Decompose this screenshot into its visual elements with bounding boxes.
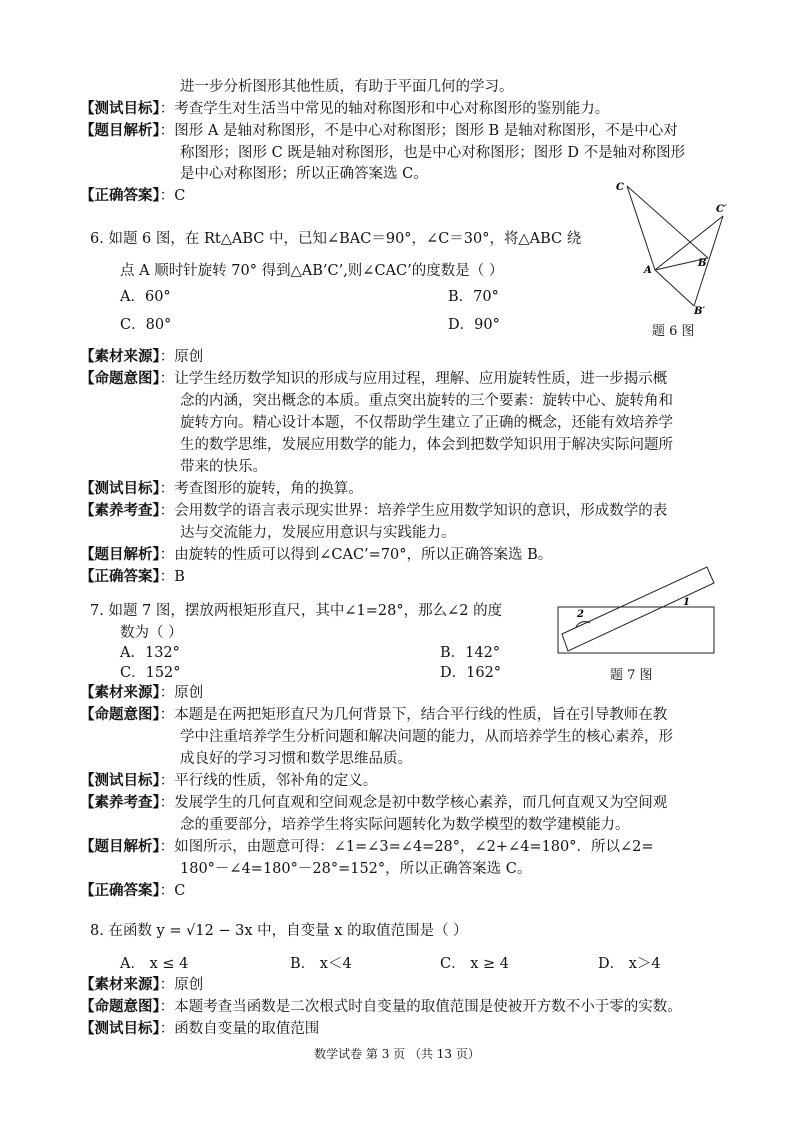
section-label: 【正确答案】 [80, 188, 160, 204]
literacy-line [80, 502, 667, 520]
source-line [80, 684, 203, 702]
section-text: ：会用数学的语言表示现实世界：培养学生应用数学知识的意识，形成数学的表 [159, 503, 668, 519]
section-label: 【命题意图】 [80, 371, 160, 387]
text-line: 进一步分析图形其他性质，有助于平面几何的学习。 [180, 79, 514, 95]
section-label: 【题目解析】 [80, 839, 160, 855]
section-text: ：考查图形的旋转，角的换算。 [159, 481, 363, 497]
section-label: 【素材来源】 [80, 685, 160, 701]
option-d: D． x＞4 [598, 956, 661, 972]
figure-7-diagram [548, 565, 723, 660]
section-label: 【命题意图】 [80, 707, 160, 723]
text-line: 念的内涵，突出概念的本质。重点突出旋转的三个要素：旋转中心、旋转角和 [180, 393, 673, 409]
option-b: B．70° [448, 289, 499, 305]
intent-line [80, 706, 667, 724]
ruler-slanted [562, 567, 714, 651]
section-text: ：如图所示，由题意可得：∠1=∠3=∠4=28°，∠2+∠4=180°．所以∠2= [159, 839, 654, 855]
option-a: A．132° [120, 645, 180, 661]
label-b-prime: B′ [694, 306, 706, 317]
test-goal-line [80, 772, 377, 790]
section-label: 【素材来源】 [80, 349, 160, 365]
label-angle-1: 1 [683, 597, 690, 608]
analysis-line [80, 838, 654, 856]
option-d: D．90° [448, 317, 500, 333]
question-6-stem-2: 点 A 顺时针旋转 70° 得到△AB’C’,则∠CAC’的度数是（ ） [120, 263, 504, 279]
option-c: C． x ≥ 4 [440, 956, 509, 972]
literacy-line [80, 794, 667, 812]
figure-7-caption: 题 7 图 [610, 668, 653, 683]
section-text: ：原创 [159, 349, 204, 365]
test-goal-line [80, 480, 363, 498]
answer-line [80, 568, 185, 586]
option-c: C．152° [120, 665, 181, 681]
text-line: 180°－∠4=180°－28°=152°，所以正确答案选 C。 [180, 861, 532, 877]
text-line: 生的数学思维，发展应用数学的能力，体会到把数学知识用于解决实际问题所 [180, 437, 673, 453]
page-footer: 数学试卷 第 3 页 （共 13 页） [314, 1047, 480, 1061]
section-label: 【测试目标】 [80, 101, 160, 117]
section-text: ：原创 [159, 685, 204, 701]
figure-6-diagram [610, 178, 740, 323]
intent-line [80, 998, 682, 1016]
answer-line [80, 882, 185, 900]
section-label: 【素材来源】 [80, 977, 160, 993]
option-b: B．142° [440, 645, 501, 661]
text-line: 带来的快乐。 [180, 459, 267, 475]
text-line: 达与交流能力，发展应用意识与实践能力。 [180, 525, 456, 541]
analysis-line [80, 546, 552, 564]
section-label: 【测试目标】 [80, 1021, 160, 1037]
section-label: 【命题意图】 [80, 999, 160, 1015]
text-line: 成良好的学习习惯和数学思维品质。 [180, 751, 412, 767]
analysis-line [80, 122, 678, 140]
question-7-stem-2: 数为（ ） [120, 625, 183, 641]
question-7-stem: 7. 如题 7 图，摆放两根矩形直尺，其中∠1=28°，那么∠2 的度 [90, 603, 503, 619]
section-text: ：图形 A 是轴对称图形，不是中心对称图形；图形 B 是轴对称图形，不是中心对 [159, 123, 678, 139]
text-line: 旋转方向。精心设计本题，不仅帮助学生建立了正确的概念，还能有效培养学 [180, 415, 673, 431]
section-text: ：发展学生的几何直观和空间观念是初中数学核心素养，而几何直观又为空间观 [159, 795, 668, 811]
section-text: ：C [159, 188, 186, 204]
section-label: 【题目解析】 [80, 123, 160, 139]
text-line: 学中注重培养学生分析问题和解决问题的能力，从而培养学生的核心素养，形 [180, 729, 673, 745]
text-line: 称图形；图形 C 既是轴对称图形，也是中心对称图形；图形 D 不是轴对称图形 [180, 145, 686, 161]
section-text: ：由旋转的性质可以得到∠CAC’=70°，所以正确答案选 B。 [159, 547, 553, 563]
option-b: B． x＜4 [290, 956, 352, 972]
option-a: A． x ≤ 4 [120, 956, 189, 972]
section-label: 【测试目标】 [80, 481, 160, 497]
label-c-prime: C′ [716, 204, 727, 215]
test-goal-line [80, 100, 609, 118]
section-text: ：本题是在两把矩形直尺为几何背景下，结合平行线的性质，旨在引导教师在教 [159, 707, 668, 723]
question-8-stem: 8. 在函数 y = √12 − 3x 中，自变量 x 的取值范围是（ ） [90, 923, 468, 939]
section-label: 【素养考查】 [80, 795, 160, 811]
source-line [80, 348, 203, 366]
source-line [80, 976, 203, 994]
intent-line [80, 370, 667, 388]
label-b: B [698, 258, 707, 269]
section-text: ：平行线的性质，邻补角的定义。 [159, 773, 378, 789]
section-text: ：原创 [159, 977, 204, 993]
section-text: ：本题考查当函数是二次根式时自变量的取值范围是使被开方数不小于零的实数。 [159, 999, 682, 1015]
section-label: 【正确答案】 [80, 569, 160, 585]
figure-6-caption: 题 6 图 [652, 324, 695, 339]
question-6-stem: 6. 如题 6 图，在 Rt△ABC 中，已知∠BAC＝90°，∠C＝30°，将△ABC 绕 [90, 231, 582, 247]
text-line: 念的重要部分，培养学生将实际问题转化为数学模型的数学建模能力。 [180, 817, 630, 833]
option-a: A．60° [120, 289, 171, 305]
option-c: C．80° [120, 317, 172, 333]
section-label: 【素养考查】 [80, 503, 160, 519]
section-text: ：考查学生对生活当中常见的轴对称图形和中心对称图形的鉴别能力。 [159, 101, 610, 117]
text-line: 是中心对称图形；所以正确答案选 C。 [180, 166, 428, 182]
test-goal-line [80, 1020, 319, 1038]
label-c: C [616, 182, 624, 193]
option-d: D．162° [440, 665, 502, 681]
section-label: 【正确答案】 [80, 883, 160, 899]
section-text: ：函数自变量的取值范围 [159, 1021, 320, 1037]
answer-line [80, 187, 185, 205]
segment-ab2 [655, 270, 694, 306]
section-label: 【测试目标】 [80, 773, 160, 789]
section-label: 【题目解析】 [80, 547, 160, 563]
label-angle-2: 2 [577, 609, 584, 620]
section-text: ：B [159, 569, 185, 585]
section-text: ：C [159, 883, 186, 899]
label-a: A [644, 265, 652, 276]
section-text: ：让学生经历数学知识的形成与应用过程，理解、应用旋转性质，进一步揭示概 [159, 371, 668, 387]
